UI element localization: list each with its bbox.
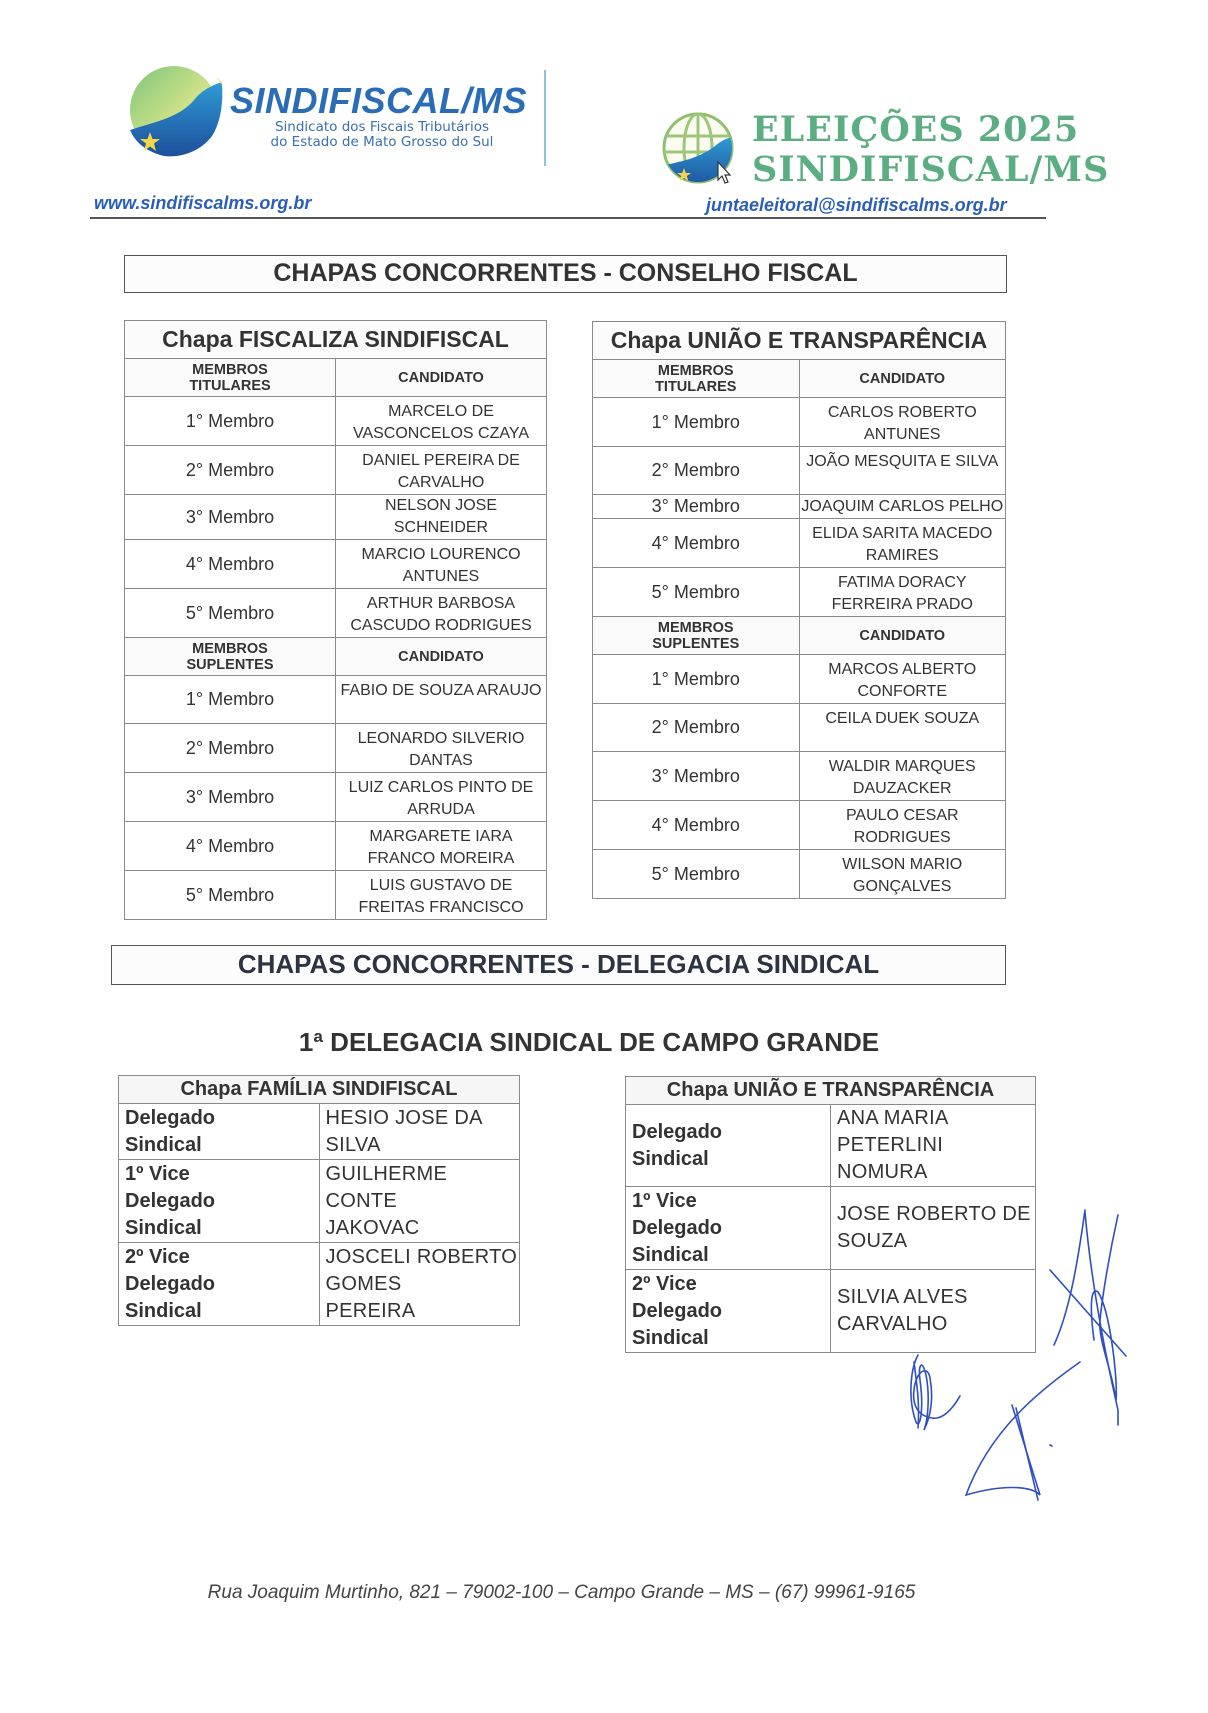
member-role: 5° Membro [593,568,800,617]
header-line: SUPLENTES [186,656,274,673]
header-rule [90,217,1046,219]
role-cell [119,1160,320,1243]
header-divider [544,70,546,166]
role-line: Delegado [125,1189,216,1212]
header-line: MEMBROS [657,362,734,379]
suplentes-header [125,638,336,676]
candidate-name: MARCELO DE VASCONCELOS CZAYA [336,397,547,446]
conselho-fiscal-banner: CHAPAS CONCORRENTES - CONSELHO FISCAL [124,255,1007,293]
member-role: 1° Membro [593,655,800,704]
role-line: Delegado [125,1272,216,1295]
header-line: TITULARES [655,378,737,395]
footer-address-text: Rua Joaquim Murtinho, 821 – 79002-100 – Campo Grande – MS – (67) 99961-9165 [207,1582,916,1603]
role-line: Sindical [125,1216,202,1239]
role-line: 1º Vice [125,1162,190,1185]
name-line: JOSCELI ROBERTO GOMES [325,1245,518,1295]
member-role: 1° Membro [593,398,800,447]
name-line: SILVIA ALVES CARVALHO [837,1286,968,1335]
chapa-title: Chapa FISCALIZA SINDIFISCAL [125,321,547,359]
candidate-name: JOAQUIM CARLOS PELHO [799,495,1006,519]
chapa-uniao-transparencia-table [592,321,1006,899]
name-line: ANA MARIA PETERLINI [837,1107,948,1156]
member-role: 5° Membro [125,871,336,920]
role-line: Delegado [632,1216,723,1239]
table-row [119,1243,520,1326]
candidate-name: CARLOS ROBERTO ANTUNES [799,398,1006,447]
candidate-name: JOÃO MESQUITA E SILVA [799,447,1006,495]
table-row [593,519,1006,568]
table-row [125,446,547,495]
brand-subtitle-line1: Sindicato dos Fiscais Tributários [274,119,490,135]
candidate-name: DANIEL PEREIRA DE CARVALHO [336,446,547,495]
table-row [593,447,1006,495]
candidato-header: CANDIDATO [336,359,547,397]
chapa-title: Chapa UNIÃO E TRANSPARÊNCIA [626,1077,1036,1105]
candidate-name: FABIO DE SOUZA ARAUJO [336,676,547,724]
candidate-name: PAULO CESAR RODRIGUES [799,801,1006,850]
election-globe-logo-icon [660,110,740,190]
member-role: 2° Membro [125,724,336,773]
candidate-name: WALDIR MARQUES DAUZACKER [799,752,1006,801]
candidate-name: MARCIO LOURENCO ANTUNES [336,540,547,589]
signature-2 [1054,1210,1085,1345]
election-title-line2: SINDIFISCAL/MS [752,149,1110,190]
role-cell [626,1187,831,1270]
candidate-name: WILSON MARIO GONÇALVES [799,850,1006,899]
candidato-header: CANDIDATO [336,638,547,676]
table-row [125,871,547,920]
name-line: GUILHERME CONTE [325,1162,448,1212]
delegacia-subtitle [0,1027,1208,1058]
footer-address [0,1582,1208,1604]
member-role: 1° Membro [125,397,336,446]
table-row [119,1104,520,1160]
name-line: JOSE ROBERTO DE SOUZA [837,1203,1031,1252]
brand-subtitle [232,120,532,150]
role-line: 2º Vice [125,1245,190,1268]
brand-name: SINDIFISCAL/MS [230,80,528,121]
member-role: 1° Membro [125,676,336,724]
candidate-name: NELSON JOSE SCHNEIDER [336,495,547,540]
member-role: 4° Membro [125,822,336,871]
handwritten-signatures [880,1200,1180,1530]
member-role: 4° Membro [125,540,336,589]
member-role: 4° Membro [593,801,800,850]
header-line: SUPLENTES [652,635,740,652]
role-line: 1º Vice [632,1189,697,1212]
table-row [125,540,547,589]
role-line: Sindical [632,1326,709,1349]
role-line: Sindical [632,1147,709,1170]
chapa-fiscaliza-table [124,320,547,920]
table-row [593,398,1006,447]
header-line: MEMBROS [192,640,268,657]
table-row [119,1160,520,1243]
table-row [593,495,1006,519]
header-line: MEMBROS [192,361,268,378]
email-link[interactable]: juntaeleitoral@sindifiscalms.org.br [706,195,1007,215]
chapa-title: Chapa FAMÍLIA SINDIFISCAL [119,1076,520,1104]
brand-subtitle-line2: do Estado de Mato Grosso do Sul [270,134,494,150]
name-line: NOMURA [837,1161,928,1183]
candidate-name: ARTHUR BARBOSA CASCUDO RODRIGUES [336,589,547,638]
member-role: 3° Membro [125,773,336,822]
table-row [125,397,547,446]
election-title [752,110,1109,190]
header-line: TITULARES [189,377,271,394]
website-link[interactable]: www.sindifiscalms.org.br [94,193,312,213]
table-row [125,676,547,724]
role-line: Delegado [125,1106,216,1129]
name-cell [319,1104,520,1160]
table-row [593,655,1006,704]
member-role: 2° Membro [593,704,800,752]
candidate-name: FATIMA DORACY FERREIRA PRADO [799,568,1006,617]
table-row [125,724,547,773]
table-row [593,704,1006,752]
name-cell [319,1160,520,1243]
table-row [125,589,547,638]
candidate-name: LUIZ CARLOS PINTO DE ARRUDA [336,773,547,822]
role-line: Sindical [125,1133,202,1156]
delegacia-sindical-banner: CHAPAS CONCORRENTES - DELEGACIA SINDICAL [111,945,1006,985]
role-cell [119,1104,320,1160]
role-cell [119,1243,320,1326]
candidate-name: MARGARETE IARA FRANCO MOREIRA [336,822,547,871]
candidate-name: CEILA DUEK SOUZA [799,704,1006,752]
delegacia-subtitle-text: 1ª DELEGACIA SINDICAL DE CAMPO GRANDE [298,1027,880,1057]
member-role: 3° Membro [593,752,800,801]
member-role: 3° Membro [593,495,800,519]
chapa-title: Chapa UNIÃO E TRANSPARÊNCIA [593,322,1006,360]
role-line: Delegado [632,1299,723,1322]
chapa-familia-table [118,1075,520,1326]
member-role: 2° Membro [125,446,336,495]
table-row [125,495,547,540]
header-line: MEMBROS [657,619,734,636]
member-role: 2° Membro [593,447,800,495]
sindifiscal-logo-icon [124,60,224,160]
candidato-header: CANDIDATO [799,360,1006,398]
titulares-header [593,360,800,398]
candidate-name: LUIS GUSTAVO DE FREITAS FRANCISCO [336,871,547,920]
table-row [593,752,1006,801]
member-role: 4° Membro [593,519,800,568]
table-row [593,801,1006,850]
member-role: 5° Membro [125,589,336,638]
name-line: HESIO JOSE DA SILVA [325,1106,482,1156]
table-row [125,822,547,871]
role-cell [626,1270,831,1353]
table-row [593,568,1006,617]
member-role: 5° Membro [593,850,800,899]
table-row [593,850,1006,899]
name-cell [831,1105,1036,1187]
member-role: 3° Membro [125,495,336,540]
candidate-name: LEONARDO SILVERIO DANTAS [336,724,547,773]
role-line: Delegado [632,1120,723,1143]
role-line: Sindical [125,1299,202,1322]
candidate-name: MARCOS ALBERTO CONFORTE [799,655,1006,704]
titulares-header [125,359,336,397]
role-cell [626,1105,831,1187]
candidato-header: CANDIDATO [799,617,1006,655]
suplentes-header [593,617,800,655]
election-title-line1: ELEIÇÕES 2025 [752,109,1080,150]
role-line: 2º Vice [632,1272,697,1295]
table-row [125,773,547,822]
name-line: PEREIRA [325,1299,416,1322]
candidate-name: ELIDA SARITA MACEDO RAMIRES [799,519,1006,568]
name-cell [319,1243,520,1326]
name-line: JAKOVAC [325,1216,420,1239]
role-line: Sindical [632,1243,709,1266]
table-row [626,1105,1036,1187]
